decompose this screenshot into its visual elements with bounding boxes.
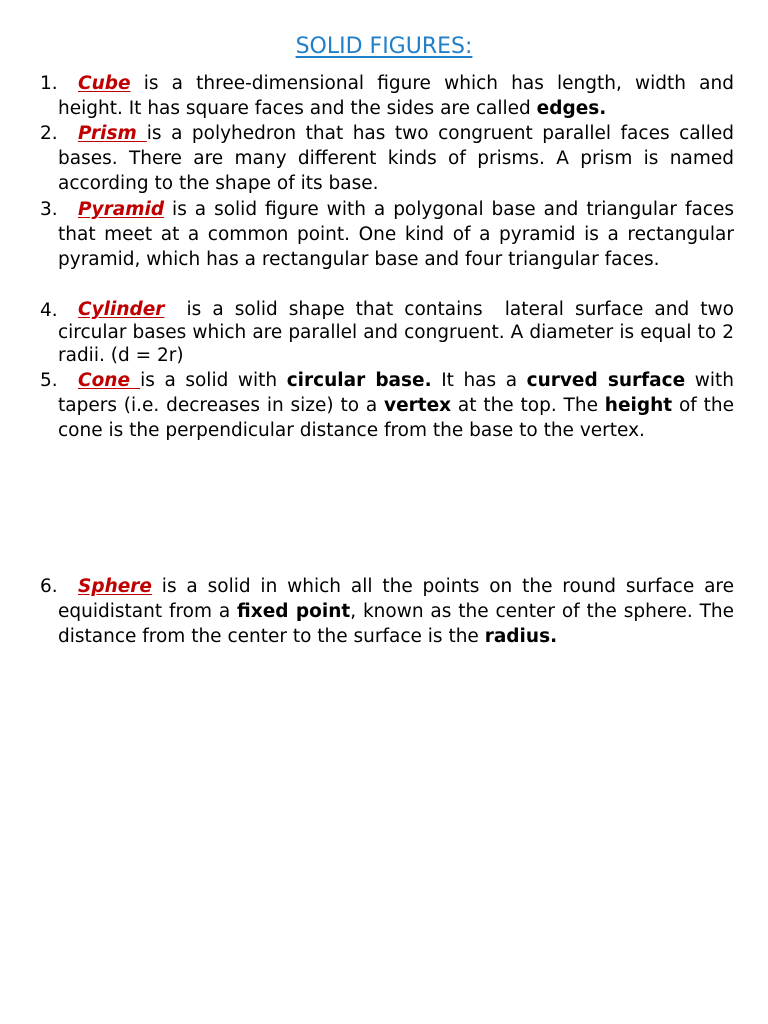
bold-text: radius.: [484, 626, 558, 647]
term-prism: Prism: [78, 123, 147, 144]
text: It has a: [431, 370, 527, 391]
page-title: SOLID FIGURES:: [295, 34, 473, 59]
list-number: 1.: [40, 73, 58, 94]
list-item-body: [58, 197, 734, 272]
text: is a solid in which all the points on the round surface are equidistant from a: [58, 576, 734, 622]
bold-text: curved surface: [526, 370, 686, 391]
term-sphere: Sphere: [78, 576, 152, 597]
list-number: 6.: [40, 576, 58, 597]
term-cylinder: Cylinder: [78, 299, 165, 320]
bold-text: circular base.: [286, 370, 432, 391]
term-cone: Cone: [78, 370, 141, 391]
list-item-pyramid: [40, 197, 734, 272]
term-cube: Cube: [78, 73, 131, 94]
list-item-cube: [40, 71, 734, 121]
list-item-cone: [40, 368, 734, 443]
term-pyramid: Pyramid: [78, 199, 165, 220]
text: is a solid figure with a polygonal base and triangular faces that meet at a common point. One kind of a pyramid is a rectangular pyramid, which has a rectangular base and four triangular faces.: [58, 199, 734, 270]
list-item-body: [58, 298, 740, 367]
list-item-sphere: [40, 574, 734, 649]
bold-text: edges.: [536, 98, 607, 119]
bold-text: vertex: [384, 395, 452, 416]
text: is a solid with: [140, 370, 287, 391]
text: of the cone is the perpendicular distance from the base to the vertex.: [58, 395, 734, 441]
text: with tapers (i.e. decreases in size) to a: [58, 370, 734, 416]
text: at the top. The: [451, 395, 605, 416]
list-number: 2.: [40, 123, 58, 144]
bold-text: height: [604, 395, 673, 416]
list-number: 5.: [40, 370, 58, 391]
list-item-body: [58, 71, 734, 121]
list-item-body: [58, 121, 734, 196]
list-item-prism: [40, 121, 734, 196]
bold-text: fixed point: [237, 601, 351, 622]
text: is a solid shape that contains lateral surface and two circular bases which are parallel and congruent. A diameter is equal to 2 radii. (d = 2r): [58, 299, 740, 366]
list-item-body: [58, 368, 734, 443]
text: is a three-dimensional figure which has length, width and height. It has square faces and the sides are called: [58, 73, 734, 119]
list-item-cylinder: [40, 298, 740, 367]
text: is a polyhedron that has two congruent parallel faces called bases. There are many different kinds of prisms. A prism is named according to the shape of its base.: [58, 123, 734, 194]
list-number: 4.: [40, 300, 58, 321]
list-item-body: [58, 574, 734, 649]
list-number: 3.: [40, 199, 58, 220]
text: , known as the center of the sphere. The distance from the center to the surface is the: [58, 601, 734, 647]
